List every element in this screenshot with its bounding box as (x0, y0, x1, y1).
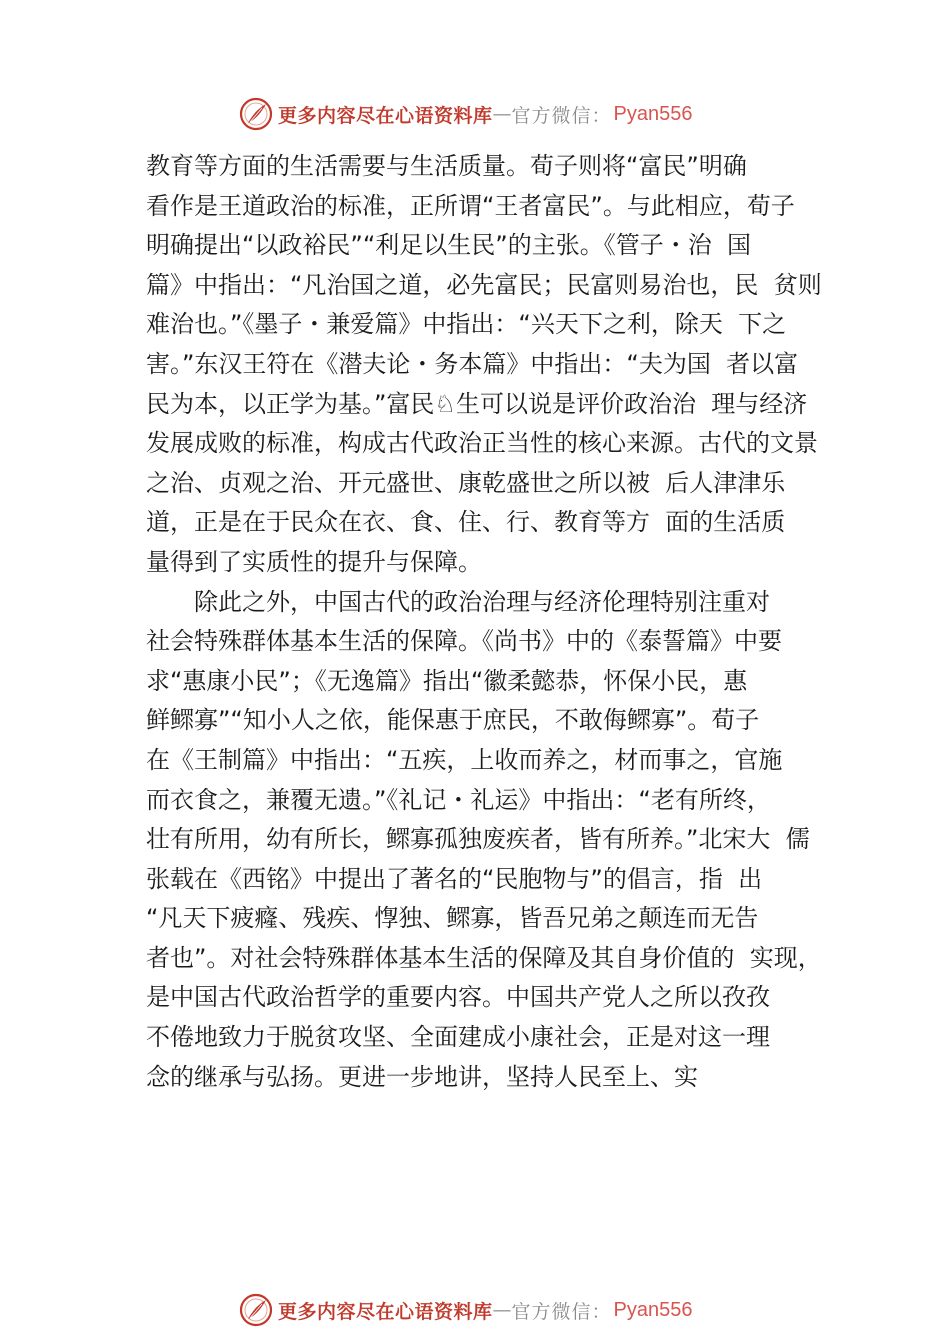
body-line: 民为本，以正学为基。”富民♘生可以说是评价政治治 理与经济 (146, 389, 808, 418)
body-line: 量得到了实质性的提升与保障。 (146, 547, 482, 576)
banner-slogan: 更多内容尽在心语资料库 (278, 1300, 493, 1323)
body-line: 者也”。对社会特殊群体基本生活的保障及其自身价值的 实现， (146, 943, 822, 972)
feather-seal-icon (238, 96, 274, 132)
body-line: 之治、贞观之治、开元盛世、康乾盛世之所以被 后人津津乐 (146, 468, 786, 497)
body-line: 念的继承与弘扬。更进一步地讲，坚持人民至上、实 (146, 1062, 698, 1091)
body-line: 篇》中指出：“凡治国之道，必先富民；民富则易治也，民 贫则 (146, 270, 822, 299)
body-line: 是中国古代政治哲学的重要内容。中国共产党人之所以孜孜 (146, 983, 770, 1012)
banner-wechat-account: Pyan556 (613, 102, 693, 125)
body-line: 而衣食之，兼覆无遗。”《礼记・礼运》中指出：“老有所终， (146, 785, 771, 814)
banner-slogan: 更多内容尽在心语资料库 (278, 104, 493, 127)
body-line: “凡天下疲癃、残疾、惸独、鳏寡，皆吾兄弟之颠连而无告 (146, 904, 759, 933)
body-line: 明确提出“以政裕民”“利足以生民”的主张。《管子・治 国 (146, 231, 751, 260)
document-body (146, 147, 846, 1097)
body-line: 发展成败的标准，构成古代政治正当性的核心来源。古代的文景 (146, 429, 818, 458)
body-line: 鲜鳏寡”“知小人之依，能保惠于庶民，不敢侮鳏寡”。荀子 (146, 706, 760, 735)
body-line: 害。”东汉王符在《潜夫论・务本篇》中指出：“夫为国 者以富 (146, 349, 799, 378)
body-line: 道，正是在于民众在衣、食、住、行、教育等方 面的生活质 (146, 508, 786, 537)
body-line: 张载在《西铭》中提出了著名的“民胞物与”的倡言，指 出 (146, 864, 763, 893)
banner-dash: — (492, 1299, 512, 1321)
body-line: 求“惠康小民”；《无逸篇》指出“徽柔懿恭，怀保小民，惠 (146, 666, 748, 695)
footer-banner (238, 1290, 758, 1330)
body-line: 壮有所用，幼有所长，鳏寡孤独废疾者，皆有所养。”北宋大 儒 (146, 825, 810, 854)
body-line: 看作是王道政治的标准，正所谓“王者富民”。与此相应，荀子 (146, 191, 795, 220)
body-line: 难治也。”《墨子・兼爱篇》中指出：“兴天下之利，除天 下之 (146, 310, 787, 339)
header-banner (238, 94, 758, 134)
banner-wechat-label: 官方微信： (511, 104, 612, 127)
body-line: 教育等方面的生活需要与生活质量。荀子则将“富民”明确 (146, 152, 747, 180)
body-line: 在《王制篇》中指出：“五疾，上收而养之，材而事之，官施 (146, 745, 783, 774)
body-line: 社会特殊群体基本生活的保障。《尚书》中的《泰誓篇》中要 (146, 627, 782, 656)
body-line: 不倦地致力于脱贫攻坚、全面建成小康社会，正是对这一理 (146, 1023, 770, 1052)
banner-wechat-account: Pyan556 (613, 1298, 693, 1321)
banner-wechat-label: 官方微信： (511, 1300, 612, 1323)
banner-dash: — (492, 103, 512, 125)
paragraph-start-line: 除此之外，中国古代的政治治理与经济伦理特别注重对 (194, 587, 770, 616)
feather-seal-icon (238, 1292, 274, 1328)
